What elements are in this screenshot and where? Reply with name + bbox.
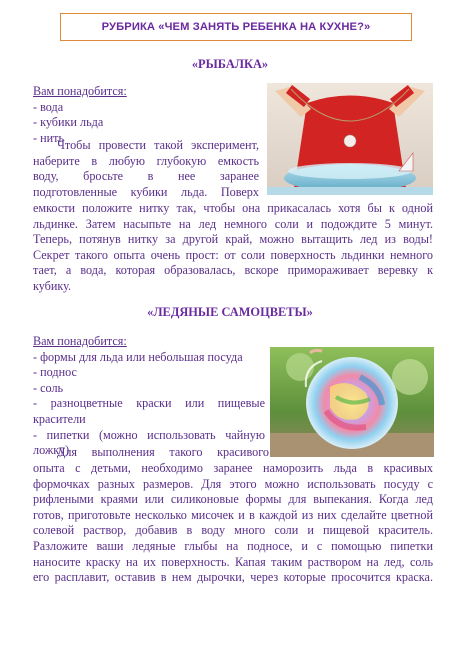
text-line: Секрет такого опыта очень прост: от соли поверхность льдинки немного <box>33 247 433 262</box>
text-line: Для выполнения такого красивого <box>57 445 269 459</box>
list-item: - разноцветные краски или пищевые красители <box>33 396 265 426</box>
text-line: Чтобы провести такой эксперимент, <box>57 138 259 152</box>
list-item: - поднос <box>33 365 77 380</box>
text-line: льдинке. Затем насыпьте на лед немного соли и подождите 5 минут. <box>33 216 433 231</box>
section-title-fishing: «РЫБАЛКА» <box>191 57 269 71</box>
needs-list-ice-gems <box>33 334 265 459</box>
text-line: его расплавит, оставив в нем дырочки, через которые просочится краска. <box>33 570 433 585</box>
text-line: воду, бросьте в нее заранее <box>33 169 259 184</box>
list-item: - формы для льда или небольшая посуда <box>33 349 243 364</box>
paragraph-ice-gems-intro <box>33 445 269 461</box>
text-line: Теперь, потянув нитку за другой край, можно вытащить лед из воды! <box>33 232 433 247</box>
text-line: подготовленные кубики льда. Поверх <box>33 184 259 199</box>
photo-ice-fishing <box>267 83 433 195</box>
text-line: солевой раствор, добавив в воду много соли и пищевой краситель. <box>33 523 433 538</box>
paragraph-fishing-intro <box>33 138 259 200</box>
list-item: - пипетки (можно использовать чайную ложку) <box>33 427 265 458</box>
text-line: кубику. <box>33 278 72 293</box>
text-line: тает, а вода, которая образовалась, вскоре приморaживает веревку к <box>33 263 433 278</box>
paragraph-fishing-body <box>33 201 433 295</box>
text-line: наносите краску на их поверхность. Капая таким раствором на лед, соль <box>33 554 433 569</box>
list-item: - кубики льда <box>33 115 104 130</box>
list-item: - нить <box>33 130 65 145</box>
list-item: - соль <box>33 380 64 395</box>
text-line: рифлеными краями или силиконовые формы для выпекания. Когда лед <box>33 492 433 507</box>
text-line: формочках разных размеров. Для этого можно использовать посуду с <box>33 476 433 491</box>
text-line: опыта с детьми, необходимо заранее наморозить льда в красивых <box>33 461 433 475</box>
needs-label: Вам понадобится: <box>33 334 127 348</box>
rubric-banner: РУБРИКА «ЧЕМ ЗАНЯТЬ РЕБЕНКА НА КУХНЕ?» <box>60 13 412 41</box>
text-line: емкости положите нитку так, чтобы она прикасалась хотя бы к одной <box>33 201 433 215</box>
section-title-ice-gems: «ЛЕДЯНЫЕ САМОЦВЕТЫ» <box>147 305 313 319</box>
needs-label: Вам понадобится: <box>33 84 127 98</box>
paragraph-ice-gems-body <box>33 461 433 586</box>
text-line: готов, приготовьте несколько мисочек и в каждой из них сделайте цветной <box>33 507 433 522</box>
list-item: - вода <box>33 99 64 114</box>
text-line: Разложите ваши ледяные глыбы на подносе, и с помощью пипетки <box>33 538 433 553</box>
text-line: наберите в любую глубокую емкость <box>33 153 259 168</box>
photo-ice-gem <box>270 347 434 457</box>
